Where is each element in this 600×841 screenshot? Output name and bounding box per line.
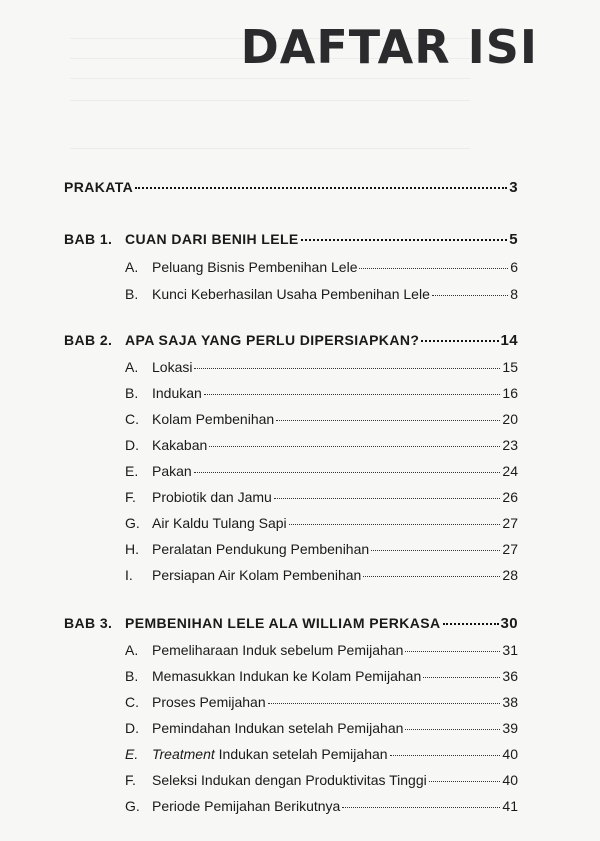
dot-leader bbox=[276, 420, 500, 421]
toc-subentry[interactable] bbox=[64, 358, 518, 376]
toc-page-number: 23 bbox=[502, 437, 518, 453]
toc-page-number: 36 bbox=[502, 668, 518, 684]
toc-subentry[interactable] bbox=[64, 285, 518, 303]
toc-entry-label: PRAKATA bbox=[64, 179, 134, 195]
dot-leader bbox=[363, 576, 500, 577]
toc-subentry[interactable] bbox=[64, 436, 518, 454]
toc-subentry[interactable] bbox=[64, 258, 518, 276]
dot-leader bbox=[289, 524, 501, 525]
dot-leader bbox=[274, 498, 501, 499]
toc-page-number: 5 bbox=[509, 231, 518, 248]
toc-page-number: 3 bbox=[509, 179, 518, 196]
subentry-letter: C. bbox=[125, 694, 139, 710]
subentry-title: Kunci Keberhasilan Usaha Pembenihan Lele bbox=[152, 286, 430, 302]
toc-page-number: 38 bbox=[502, 694, 518, 710]
toc-entry-prakata[interactable] bbox=[64, 178, 518, 197]
subentry-title: Kakaban bbox=[152, 437, 208, 453]
dot-leader bbox=[135, 187, 507, 189]
toc-subentry[interactable] bbox=[64, 641, 518, 659]
dot-leader bbox=[432, 295, 508, 296]
subentry-letter: D. bbox=[125, 437, 139, 453]
subentry-title: Peluang Bisnis Pembenihan Lele bbox=[152, 259, 358, 275]
toc-subentry[interactable] bbox=[64, 566, 518, 584]
dot-leader bbox=[390, 755, 501, 756]
subentry-letter: G. bbox=[125, 515, 140, 531]
toc-page-number: 16 bbox=[502, 385, 518, 401]
dot-leader bbox=[405, 729, 500, 730]
chapter-title: CUAN DARI BENIH LELE bbox=[125, 231, 299, 247]
toc-page-number: 15 bbox=[502, 359, 518, 375]
dot-leader bbox=[443, 623, 499, 625]
dot-leader bbox=[204, 394, 501, 395]
subentry-title: Peralatan Pendukung Pembenihan bbox=[152, 541, 370, 557]
toc-page-number: 41 bbox=[502, 798, 518, 814]
dot-leader bbox=[209, 446, 500, 447]
toc-page-number: 27 bbox=[502, 541, 518, 557]
toc-subentry[interactable] bbox=[64, 797, 518, 815]
subentry-title: Pemindahan Indukan setelah Pemijahan bbox=[152, 720, 404, 736]
chapter-number: BAB 2. bbox=[64, 332, 113, 348]
bleed-through-line bbox=[70, 78, 470, 79]
toc-chapter-1[interactable] bbox=[64, 230, 518, 249]
bleed-through-line bbox=[70, 100, 470, 101]
toc-page-number: 8 bbox=[510, 286, 518, 302]
chapter-number: BAB 3. bbox=[64, 615, 113, 631]
subentry-title-italic: Treatment bbox=[152, 746, 215, 762]
table-of-contents bbox=[64, 178, 518, 815]
subentry-title: Pakan bbox=[152, 463, 192, 479]
subentry-letter: A. bbox=[125, 642, 139, 658]
toc-subentry[interactable] bbox=[64, 745, 518, 763]
subentry-letter: B. bbox=[125, 286, 139, 302]
toc-page-number: 40 bbox=[502, 772, 518, 788]
subentry-title: Lokasi bbox=[152, 359, 193, 375]
dot-leader bbox=[301, 239, 508, 241]
subentry-letter: A. bbox=[125, 259, 139, 275]
toc-page-number: 20 bbox=[502, 411, 518, 427]
subentry-title: Air Kaldu Tulang Sapi bbox=[152, 515, 287, 531]
dot-leader bbox=[359, 268, 508, 269]
dot-leader bbox=[429, 781, 501, 782]
toc-chapter-2[interactable] bbox=[64, 331, 518, 350]
dot-leader bbox=[371, 550, 500, 551]
toc-subentry[interactable] bbox=[64, 462, 518, 480]
toc-subentry[interactable] bbox=[64, 719, 518, 737]
subentry-letter: D. bbox=[125, 720, 139, 736]
subentry-letter: B. bbox=[125, 668, 139, 684]
subentry-title: Memasukkan Indukan ke Kolam Pemijahan bbox=[152, 668, 422, 684]
subentry-letter: B. bbox=[125, 385, 139, 401]
toc-subentry[interactable] bbox=[64, 693, 518, 711]
toc-page-number: 30 bbox=[500, 615, 518, 632]
dot-leader bbox=[405, 651, 500, 652]
toc-page-number: 27 bbox=[502, 515, 518, 531]
subentry-title: Kolam Pembenihan bbox=[152, 411, 275, 427]
chapter-title: PEMBENIHAN LELE ALA WILLIAM PERKASA bbox=[125, 615, 441, 631]
page-title: DAFTAR ISI bbox=[240, 20, 538, 74]
chapter-number: BAB 1. bbox=[64, 231, 113, 247]
subentry-title: Probiotik dan Jamu bbox=[152, 489, 272, 505]
subentry-title: Persiapan Air Kolam Pembenihan bbox=[152, 567, 362, 583]
subentry-title: Proses Pemijahan bbox=[152, 694, 266, 710]
toc-subentry[interactable] bbox=[64, 771, 518, 789]
dot-leader bbox=[421, 340, 498, 342]
dot-leader bbox=[423, 677, 500, 678]
subentry-letter: E. bbox=[125, 746, 139, 762]
toc-subentry[interactable] bbox=[64, 488, 518, 506]
subentry-title: Seleksi Indukan dengan Produktivitas Tinggi bbox=[152, 772, 427, 788]
subentry-letter: F. bbox=[125, 772, 136, 788]
toc-page-number: 28 bbox=[502, 567, 518, 583]
toc-page-number: 14 bbox=[500, 332, 518, 349]
toc-subentry[interactable] bbox=[64, 514, 518, 532]
dot-leader bbox=[342, 807, 500, 808]
subentry-letter: C. bbox=[125, 411, 139, 427]
toc-subentry[interactable] bbox=[64, 410, 518, 428]
subentry-title: Periode Pemijahan Berikutnya bbox=[152, 798, 341, 814]
toc-page-number: 31 bbox=[502, 642, 518, 658]
toc-page-number: 40 bbox=[502, 746, 518, 762]
toc-subentry[interactable] bbox=[64, 384, 518, 402]
subentry-letter: G. bbox=[125, 798, 140, 814]
subentry-letter: F. bbox=[125, 489, 136, 505]
subentry-letter: I. bbox=[125, 567, 133, 583]
toc-page-number: 6 bbox=[510, 259, 518, 275]
subentry-title: Pemeliharaan Induk sebelum Pemijahan bbox=[152, 642, 404, 658]
toc-subentry[interactable] bbox=[64, 540, 518, 558]
dot-leader bbox=[268, 703, 501, 704]
subentry-title bbox=[152, 745, 388, 763]
subentry-letter: E. bbox=[125, 463, 139, 479]
dot-leader bbox=[194, 472, 501, 473]
subentry-letter: H. bbox=[125, 541, 139, 557]
toc-page-number: 26 bbox=[502, 489, 518, 505]
chapter-title: APA SAJA YANG PERLU DIPERSIAPKAN? bbox=[125, 332, 420, 348]
bleed-through-line bbox=[70, 148, 470, 149]
subentry-letter: A. bbox=[125, 359, 139, 375]
subentry-title-rest: Indukan setelah Pemijahan bbox=[214, 746, 388, 762]
toc-subentry[interactable] bbox=[64, 667, 518, 685]
toc-chapter-3[interactable] bbox=[64, 614, 518, 633]
subentry-title: Indukan bbox=[152, 385, 202, 401]
toc-page-number: 24 bbox=[502, 463, 518, 479]
dot-leader bbox=[194, 368, 500, 369]
toc-page-number: 39 bbox=[502, 720, 518, 736]
